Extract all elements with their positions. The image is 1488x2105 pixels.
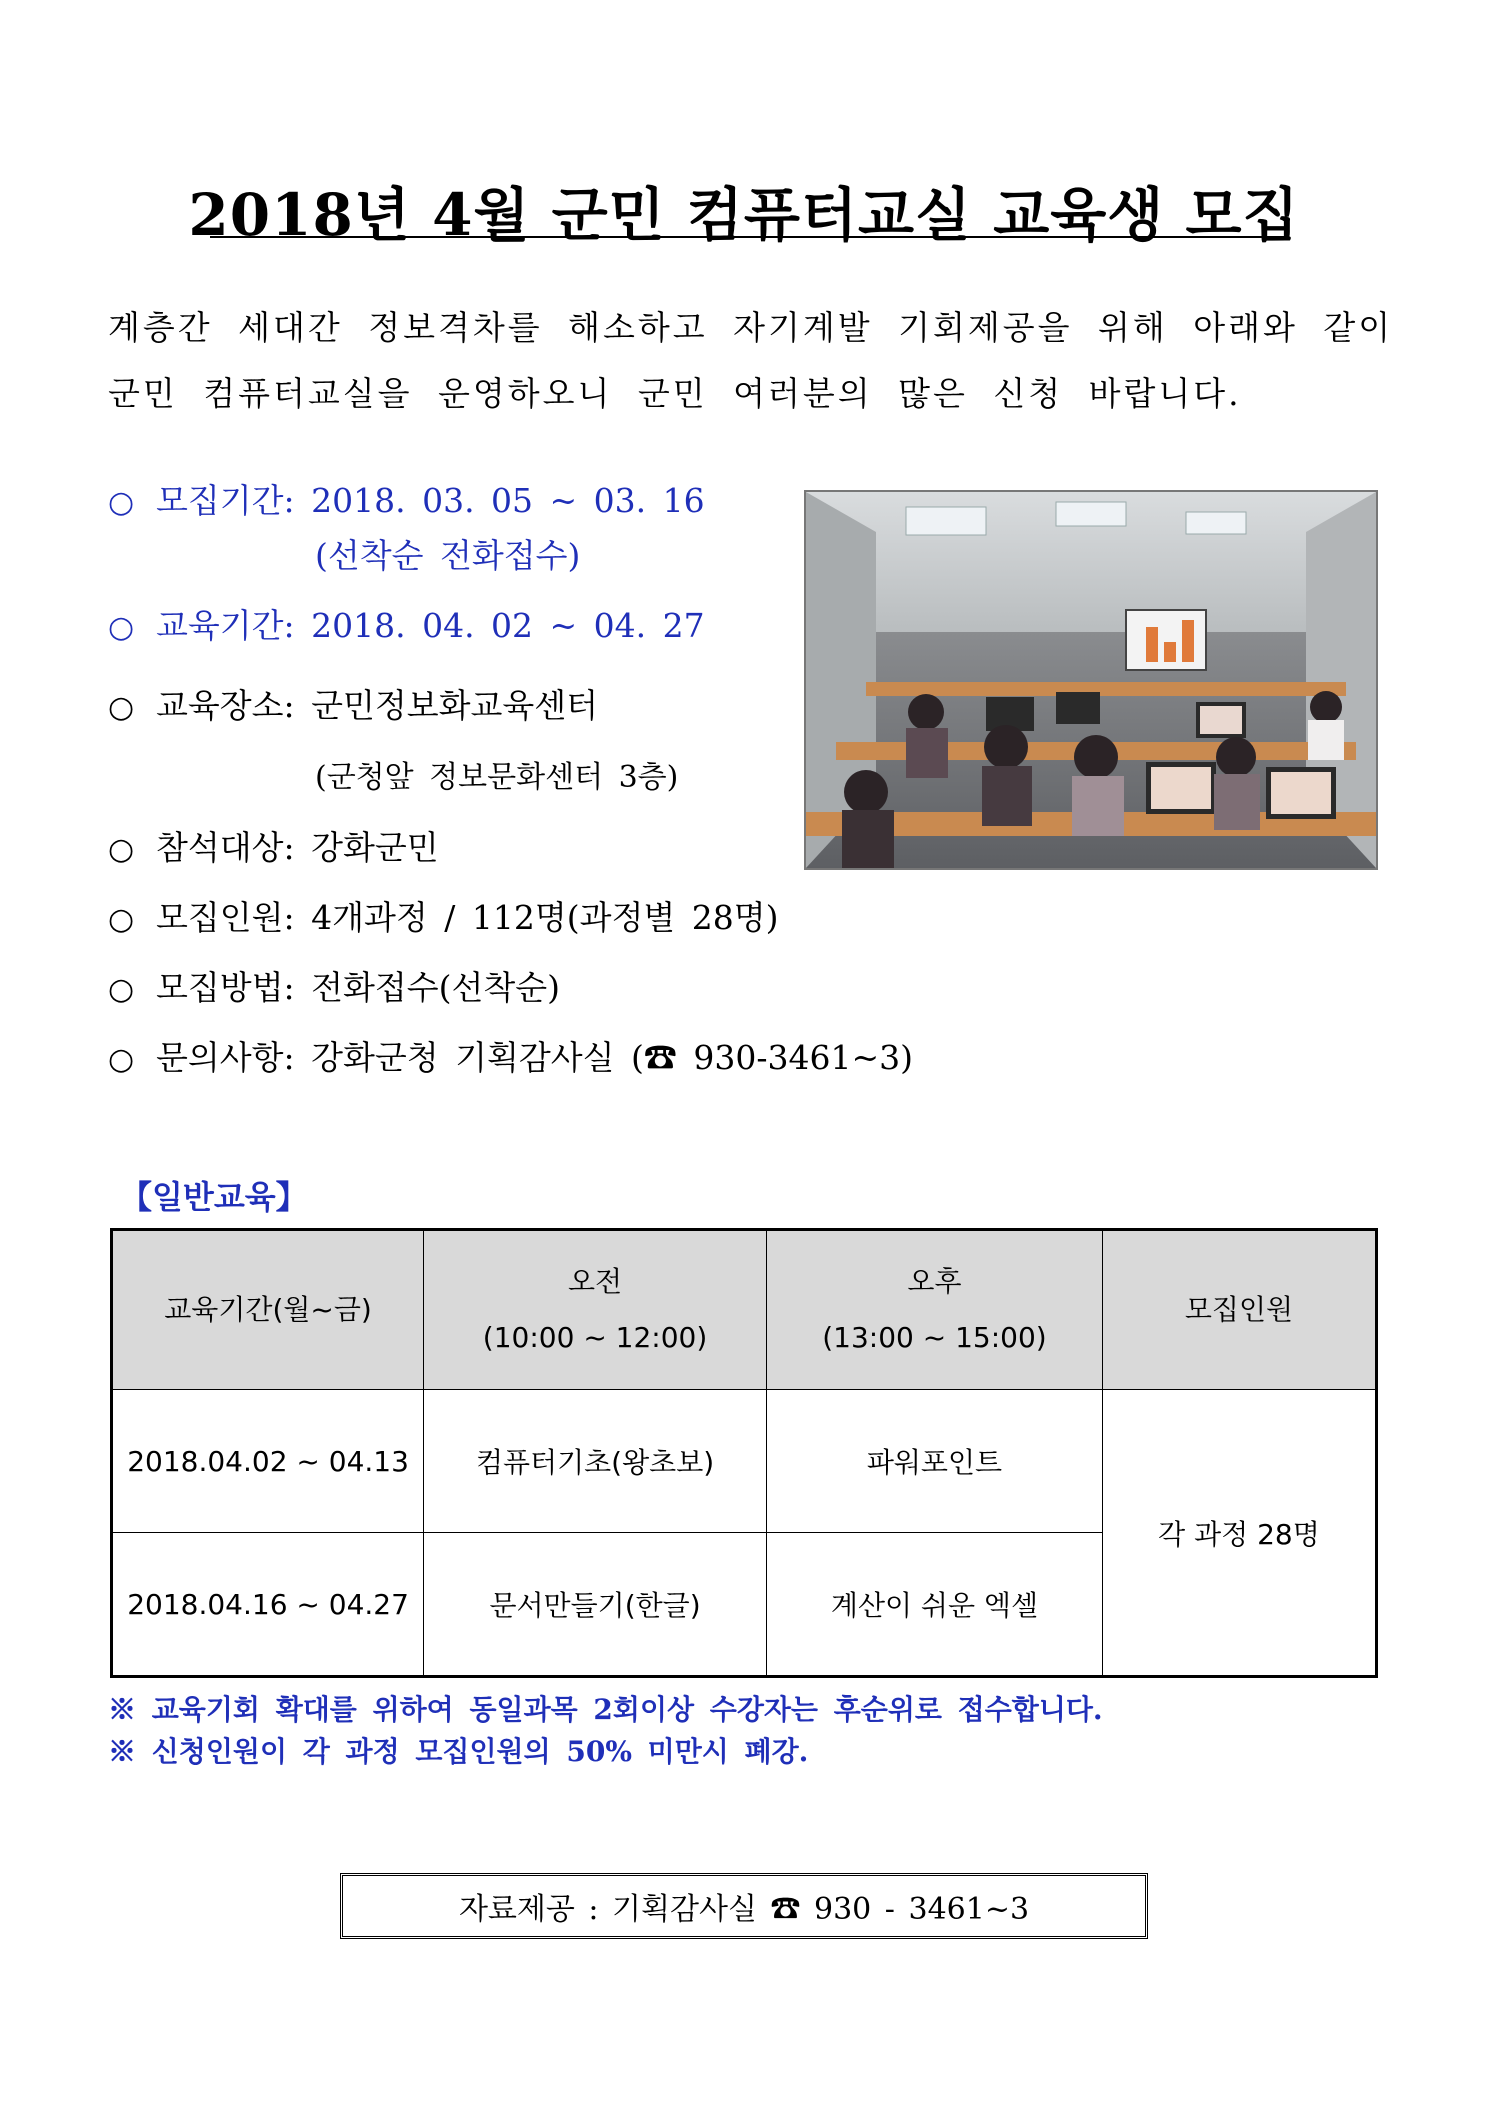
title-underline (210, 236, 1284, 238)
intro-line-2: 군민 컴퓨터교실을 운영하오니 군민 여러분의 많은 신청 바랍니다. (108, 374, 1242, 413)
row1-period: 2018.04.02 ~ 04.13 (112, 1390, 424, 1533)
capacity-cell: 각 과정 28명 (1102, 1390, 1376, 1677)
item-capacity-text: 모집인원: 4개과정 / 112명(과정별 28명) (156, 898, 779, 937)
bullet-icon: ○ (108, 972, 135, 1007)
item-recruit-period-text: 모집기간: 2018. 03. 05 ~ 03. 16 (156, 481, 705, 520)
note-2: ※ 신청인원이 각 과정 모집인원의 50% 미만시 폐강. (108, 1735, 809, 1768)
header-capacity (1102, 1230, 1376, 1390)
bullet-icon: ○ (108, 690, 135, 725)
header-am-time: (10:00 ~ 12:00) (482, 1321, 708, 1354)
item-edu-period (108, 600, 705, 647)
item-contact (108, 1032, 913, 1079)
footer-source-box (340, 1873, 1148, 1939)
row1-am: 컴퓨터기초(왕초보) (424, 1390, 767, 1533)
item-target (108, 822, 439, 869)
header-pm-time: (13:00 ~ 15:00) (822, 1321, 1047, 1354)
item-contact-text: 문의사항: 강화군청 기획감사실 (☎ 930-3461~3) (156, 1038, 914, 1077)
bullet-icon: ○ (108, 610, 135, 645)
page-title: 2018년 4월 군민 컴퓨터교실 교육생 모집 (188, 181, 1300, 249)
bullet-icon: ○ (108, 485, 135, 520)
header-am-label: 오전 (568, 1265, 623, 1298)
item-place-note: (군청앞 정보문화센터 3층) (315, 760, 679, 795)
item-method (108, 962, 560, 1009)
row2-am: 문서만들기(한글) (424, 1533, 767, 1677)
header-capacity-text: 모집인원 (1184, 1293, 1294, 1326)
schedule-table (110, 1228, 1378, 1678)
header-period-text: 교육기간(월~금) (164, 1293, 372, 1326)
row1-pm: 파워포인트 (766, 1390, 1102, 1533)
row2-pm: 계산이 쉬운 엑셀 (766, 1533, 1102, 1677)
item-place (108, 680, 598, 727)
row2-period: 2018.04.16 ~ 04.27 (112, 1533, 424, 1677)
header-am (424, 1230, 767, 1390)
bullet-icon: ○ (108, 832, 135, 867)
item-recruit-period-note: (선착순 전화접수) (315, 536, 581, 575)
bullet-icon: ○ (108, 902, 135, 937)
classroom-photo (804, 490, 1378, 870)
item-target-text: 참석대상: 강화군민 (156, 828, 439, 867)
intro-line-1: 계층간 세대간 정보격차를 해소하고 자기계발 기회제공을 위해 아래와 같이 (108, 308, 1394, 347)
item-capacity (108, 892, 778, 939)
header-pm-label: 오후 (907, 1265, 962, 1298)
footer-source-text: 자료제공 : 기획감사실 ☎ 930 - 3461~3 (458, 1892, 1030, 1927)
item-method-text: 모집방법: 전화접수(선착순) (156, 968, 561, 1007)
item-edu-period-text: 교육기간: 2018. 04. 02 ~ 04. 27 (156, 606, 705, 645)
table-header-row (112, 1230, 1377, 1390)
table-row (112, 1390, 1377, 1533)
computer-classroom-photo-icon (806, 492, 1376, 868)
header-pm (766, 1230, 1102, 1390)
header-period (112, 1230, 424, 1390)
item-place-text: 교육장소: 군민정보화교육센터 (156, 686, 599, 725)
section-label-general: 【일반교육】 (120, 1178, 308, 1216)
item-recruit-period (108, 475, 705, 522)
bullet-icon: ○ (108, 1042, 135, 1077)
note-1: ※ 교육기회 확대를 위하여 동일과목 2회이상 수강자는 후순위로 접수합니다. (108, 1693, 1103, 1726)
